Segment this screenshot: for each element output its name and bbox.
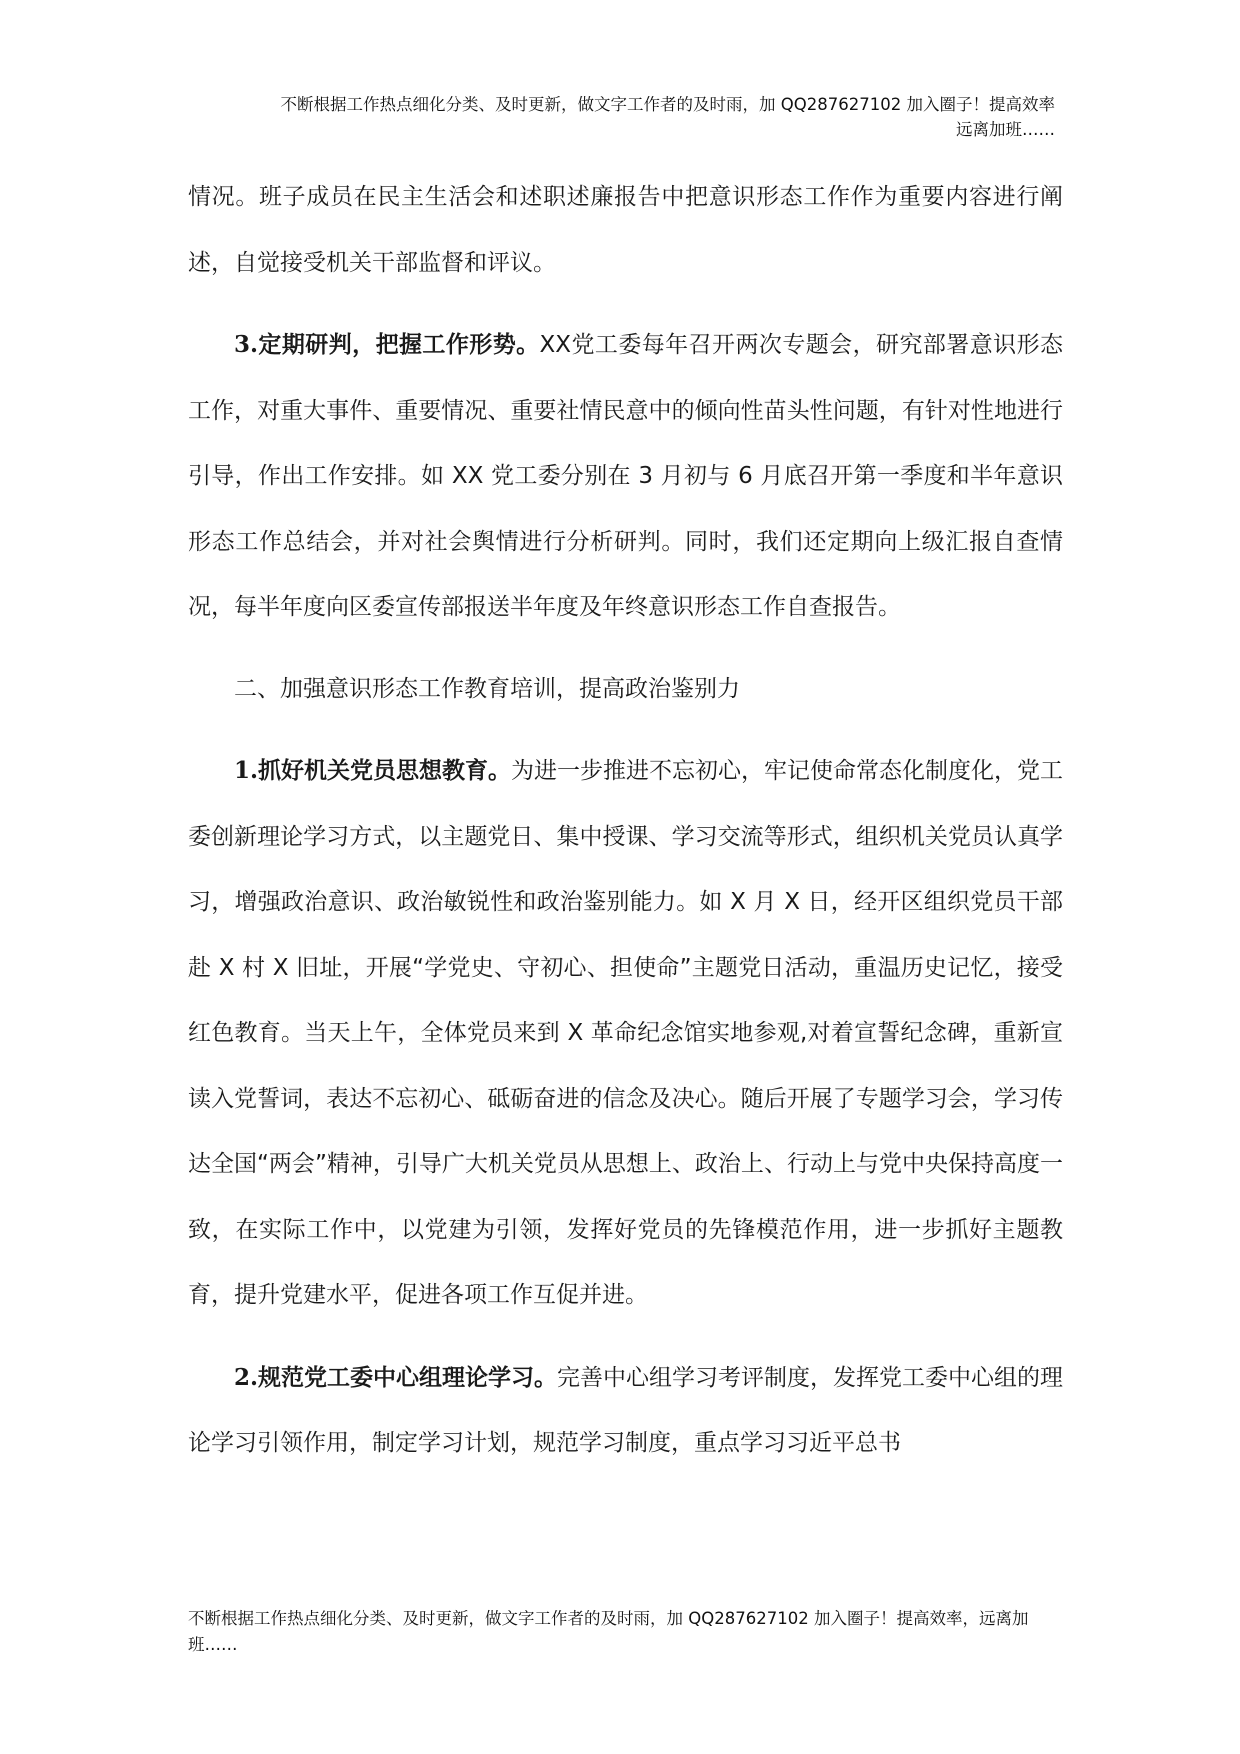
paragraph-heading-bold: 2.规范党工委中心组理论学习。 xyxy=(234,1363,558,1391)
paragraph-continuation: 情况。班子成员在民主生活会和述职述廉报告中把意识形态工作作为重要内容进行阐述，自觉接受机关干部监督和评议。 xyxy=(188,184,1063,276)
header-note-line2: 远离加班…… xyxy=(956,120,1055,139)
footer-note: 不断根据工作热点细化分类、及时更新，做文字工作者的及时雨，加 QQ287627102 加入圈子！提高效率，远离加班…… xyxy=(188,1609,1029,1654)
header-note xyxy=(205,92,1055,142)
section-heading: 二、加强意识形态工作教育培训，提高政治鉴别力 xyxy=(234,675,740,702)
paragraph-text: 完善中心组学习考评制度，发挥党工委中心组的理论学习引领作用，制定学习计划，规范学习制度，重点学习习近平总书 xyxy=(188,1364,1064,1456)
paragraph-text: XX党工委每年召开两次专题会，研究部署意识形态工作，对重大事件、重要情况、重要社情民意中的倾向性苗头性问题，有针对性地进行引导，作出工作安排。如 XX 党工委分别在 3 月初与 6 月底召开第一季度和半年意识形态工作总结会，并对社会舆情进行分析研判。同时，我们还定期向上级汇报自查情况，每半年度向区委宣传部报送半年度及年终意识形态工作自查报告。 xyxy=(188,332,1063,620)
paragraph-regular-study xyxy=(188,312,1063,641)
paragraph-center-group-study xyxy=(188,1345,1063,1477)
document-body xyxy=(188,165,1063,1477)
header-note-line1: 不断根据工作热点细化分类、及时更新，做文字工作者的及时雨，加 QQ287627102 加入圈子！提高效率 xyxy=(280,95,1055,114)
paragraph-heading-bold: 1.抓好机关党员思想教育。 xyxy=(234,757,512,784)
paragraph-heading-bold: 3.定期研判，把握工作形势。 xyxy=(234,331,540,358)
paragraph-party-education xyxy=(188,738,1063,1329)
paragraph-text: 为进一步推进不忘初心，牢记使命常态化制度化，党工委创新理论学习方式，以主题党日、集中授课、学习交流等形式，组织机关党员认真学习，增强政治意识、政治敏锐性和政治鉴别能力。如 X 月 X 日，经开区组织党员干部赴 X 村 X 旧址，开展“学党史、守初心、担使命”主题党日活动，重温历史记忆，接受红色教育。当天上午，全体党员来到 X 革命纪念馆实地参观,对着宣誓纪念碑，重新宣读入党誓词，表达不忘初心、砥砺奋进的信念及决心。随后开展了专题学习会，学习传达全国“两会”精神，引导广大机关党员从思想上、政治上、行动上与党中央保持高度一致，在实际工作中，以党建为引领，发挥好党员的先锋模范作用，进一步抓好主题教育，提升党建水平，促进各项工作互促并进。 xyxy=(188,758,1064,1308)
